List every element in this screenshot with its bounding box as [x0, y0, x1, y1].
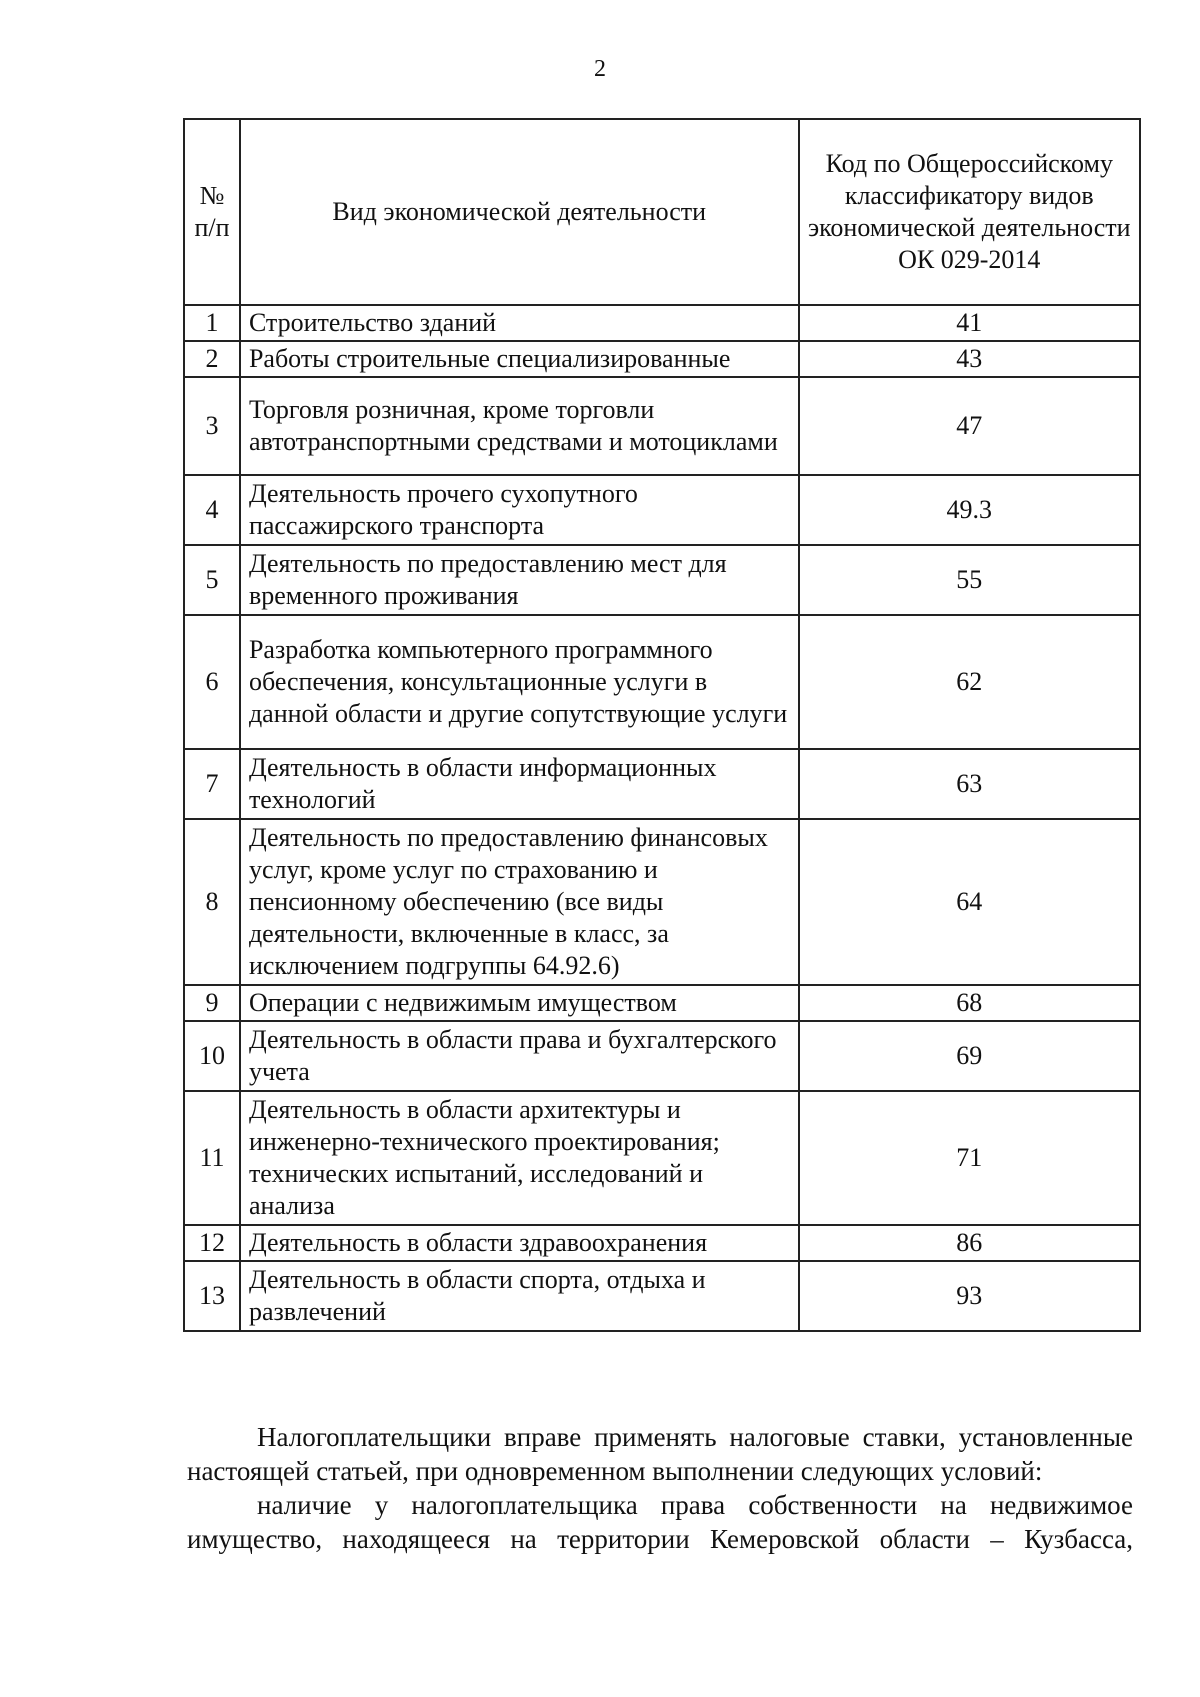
activities-table	[183, 118, 1141, 1332]
row-activity: Деятельность прочего сухопутного пассажирского транспорта	[240, 475, 799, 545]
row-number: 12	[184, 1225, 240, 1261]
table-row	[184, 1091, 1140, 1225]
row-code: 68	[799, 985, 1140, 1021]
table-row	[184, 1021, 1140, 1091]
header-number: № п/п	[184, 119, 240, 305]
table-header-row	[184, 119, 1140, 305]
row-activity: Операции с недвижимым имуществом	[240, 985, 799, 1021]
row-activity: Строительство зданий	[240, 305, 799, 341]
row-code: 93	[799, 1261, 1140, 1331]
page-number: 2	[594, 56, 606, 82]
row-number: 11	[184, 1091, 240, 1225]
table-row	[184, 985, 1140, 1021]
row-code: 69	[799, 1021, 1140, 1091]
header-activity: Вид экономической деятельности	[240, 119, 799, 305]
row-activity: Деятельность в области здравоохранения	[240, 1225, 799, 1261]
row-number: 10	[184, 1021, 240, 1091]
table-row	[184, 305, 1140, 341]
row-number: 5	[184, 545, 240, 615]
row-activity: Деятельность в области права и бухгалтерского учета	[240, 1021, 799, 1091]
table-row	[184, 1261, 1140, 1331]
table-row	[184, 819, 1140, 985]
row-activity: Деятельность в области спорта, отдыха и развлечений	[240, 1261, 799, 1331]
paragraph-conditions: Налогоплательщики вправе применять налоговые ставки, установленные настоящей статьей, при одновременном выполнении следующих условий:	[187, 1422, 1133, 1486]
row-activity: Торговля розничная, кроме торговли автотранспортными средствами и мотоциклами	[240, 377, 799, 475]
table-row	[184, 475, 1140, 545]
row-number: 8	[184, 819, 240, 985]
table-row	[184, 749, 1140, 819]
row-code: 64	[799, 819, 1140, 985]
row-number: 13	[184, 1261, 240, 1331]
row-number: 3	[184, 377, 240, 475]
table-row	[184, 1225, 1140, 1261]
body-text	[187, 1420, 1133, 1556]
row-activity: Деятельность по предоставлению мест для временного проживания	[240, 545, 799, 615]
row-number: 1	[184, 305, 240, 341]
row-code: 71	[799, 1091, 1140, 1225]
row-code: 49.3	[799, 475, 1140, 545]
row-activity: Деятельность по предоставлению финансовых услуг, кроме услуг по страхованию и пенсионному обеспечению (все виды деятельности, включенные в класс, за исключением подгруппы 64.92.6)	[240, 819, 799, 985]
row-code: 41	[799, 305, 1140, 341]
row-code: 86	[799, 1225, 1140, 1261]
row-code: 63	[799, 749, 1140, 819]
paragraph-ownership: наличие у налогоплательщика права собственности на недвижимое имущество, находящееся на территории Кемеровской области – Кузбасса,	[187, 1490, 1133, 1554]
row-code: 62	[799, 615, 1140, 749]
row-activity: Разработка компьютерного программного обеспечения, консультационные услуги в данной области и другие сопутствующие услуги	[240, 615, 799, 749]
row-number: 2	[184, 341, 240, 377]
row-activity: Деятельность в области архитектуры и инженерно-технического проектирования; технических испытаний, исследований и анализа	[240, 1091, 799, 1225]
row-number: 6	[184, 615, 240, 749]
header-code: Код по Общероссийскому классификатору видов экономической деятельности ОК 029-2014	[799, 119, 1140, 305]
table-row	[184, 341, 1140, 377]
table-row	[184, 615, 1140, 749]
row-activity: Деятельность в области информационных технологий	[240, 749, 799, 819]
row-code: 47	[799, 377, 1140, 475]
row-code: 55	[799, 545, 1140, 615]
row-number: 9	[184, 985, 240, 1021]
table-row	[184, 545, 1140, 615]
row-activity: Работы строительные специализированные	[240, 341, 799, 377]
row-code: 43	[799, 341, 1140, 377]
row-number: 7	[184, 749, 240, 819]
row-number: 4	[184, 475, 240, 545]
table-row	[184, 377, 1140, 475]
